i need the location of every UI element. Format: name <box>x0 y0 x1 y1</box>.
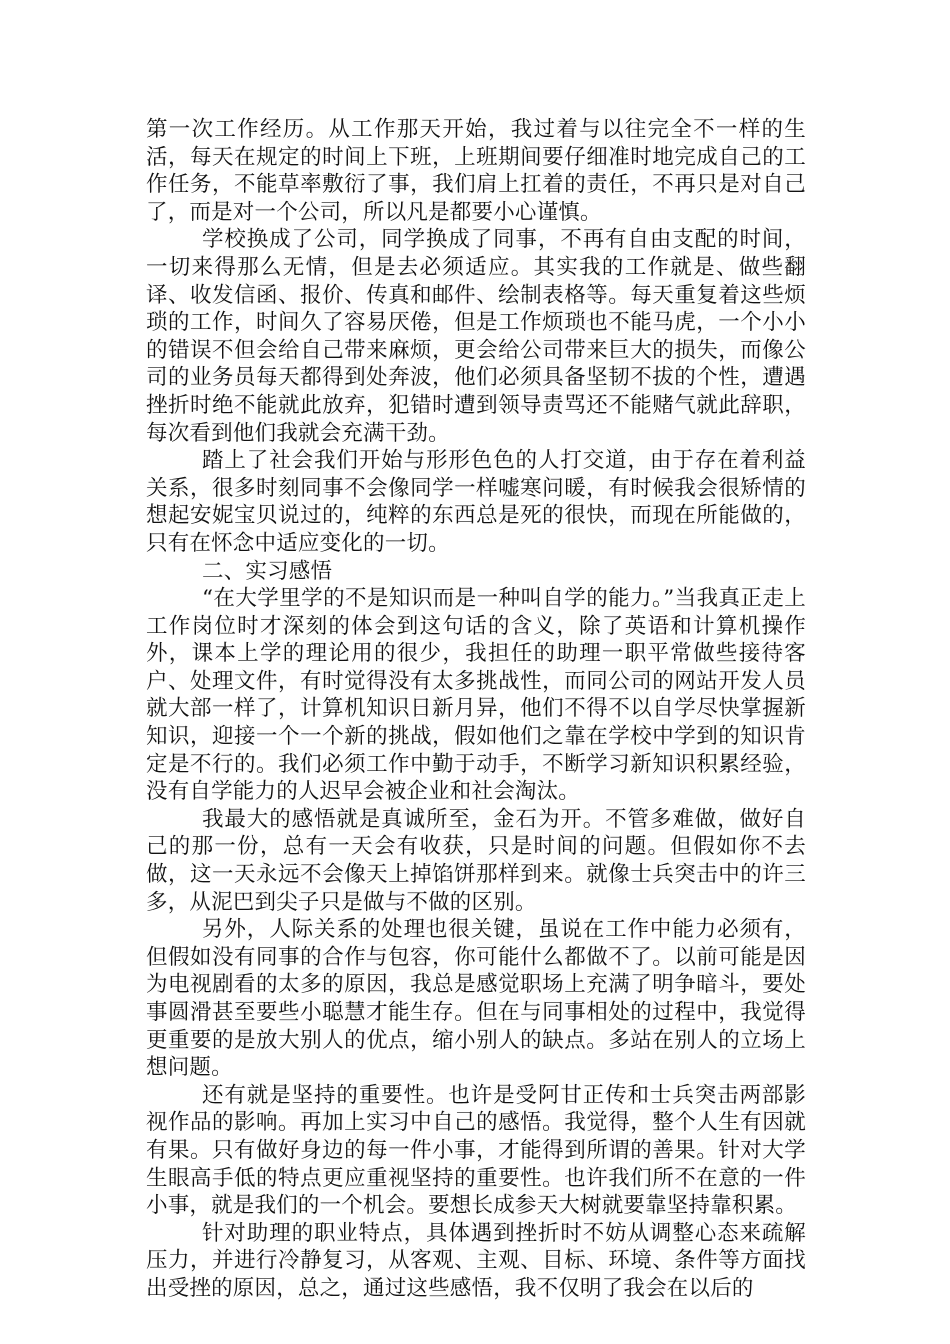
paragraph-society: 踏上了社会我们开始与形形色色的人打交道，由于存在着利益关系，很多时刻同事不会像同学一样嘘寒问暖，有时候我会很矫情的想起安妮宝贝说过的，纯粹的东西总是死的很快，而现在所能做的，只有在怀念中适应变化的一切。 <box>146 448 806 556</box>
paragraph-relationships: 另外，人际关系的处理也很关键，虽说在工作中能力必须有，但假如没有同事的合作与包容，你可能什么都做不了。以前可能是因为电视剧看的太多的原因，我总是感觉职场上充满了明争暗斗，要处事圆滑甚至要些小聪慧才能生存。但在与同事相处的过程中，我觉得更重要的是放大别人的优点，缩小别人的缺点。多站在别人的立场上想问题。 <box>146 917 806 1081</box>
paragraph-persistence: 还有就是坚持的重要性。也许是受阿甘正传和士兵突击两部影视作品的影响。再加上实习中自己的感悟。我觉得，整个人生有因就有果。只有做好身边的每一件小事，才能得到所谓的善果。针对大学生眼高手低的特点更应重视坚持的重要性。也许我们所不在意的一件小事，就是我们的一个机会。要想长成参天大树就要靠坚持靠积累。 <box>146 1082 806 1219</box>
paragraph-self-learning: “在大学里学的不是知识而是一种叫自学的能力。”当我真正走上工作岗位时才深刻的体会到这句话的含义，除了英语和计算机操作外，课本上学的理论用的很少，我担任的助理一职平常做些接待客户、处理文件，有时觉得没有太多挑战性，而同公司的网站开发人员就大部一样了，计算机知识日新月异，他们不得不以自学尽快掌握新知识，迎接一个一个新的挑战，假如他们之靠在学校中学到的知识肯定是不行的。我们必须工作中勤于动手，不断学习新知识积累经验，没有自学能力的人迟早会被企业和社会淘汰。 <box>146 586 806 805</box>
paragraph-sincerity: 我最大的感悟就是真诚所至，金石为开。不管多难做，做好自己的那一份，总有一天会有收获，只是时间的问题。但假如你不去做，这一天永远不会像天上掉馅饼那样到来。就像士兵突击中的许三多，从泥巴到尖子只是做与不做的区别。 <box>146 806 806 915</box>
paragraph-work-experience: 第一次工作经历。从工作那天开始，我过着与以往完全不一样的生活，每天在规定的时间上下班，上班期间要仔细准时地完成自己的工作任务，不能草率敷衍了事，我们肩上扛着的责任，不再只是对自己了，而是对一个公司，所以凡是都要小心谨慎。 <box>146 117 806 225</box>
section-heading-internship-insights: 二、实习感悟 <box>202 558 333 584</box>
paragraph-school-to-company: 学校换成了公司，同学换成了同事，不再有自由支配的时间，一切来得那么无情，但是去必须适应。其实我的工作就是、做些翻译、收发信函、报价、传真和邮件、绘制表格等。每天重复着这些烦琐的工作，时间久了容易厌倦，但是工作烦琐也不能马虎，一个小小的错误不但会给自己带来麻烦，更会给公司带来巨大的损失，而像公司的业务员每天都得到处奔波，他们必须具备坚韧不拔的个性，遭遇挫折时绝不能就此放弃，犯错时遭到领导责骂还不能赌气就此辞职，每次看到他们我就会充满干劲。 <box>146 227 806 446</box>
paragraph-assistant-career: 针对助理的职业特点，具体遇到挫折时不妨从调整心态来疏解压力，并进行冷静复习，从客观、主观、目标、环境、条件等方面找出受挫的原因，总之，通过这些感悟，我不仅明了我会在以后的 <box>146 1220 806 1301</box>
document-body <box>146 116 806 1303</box>
